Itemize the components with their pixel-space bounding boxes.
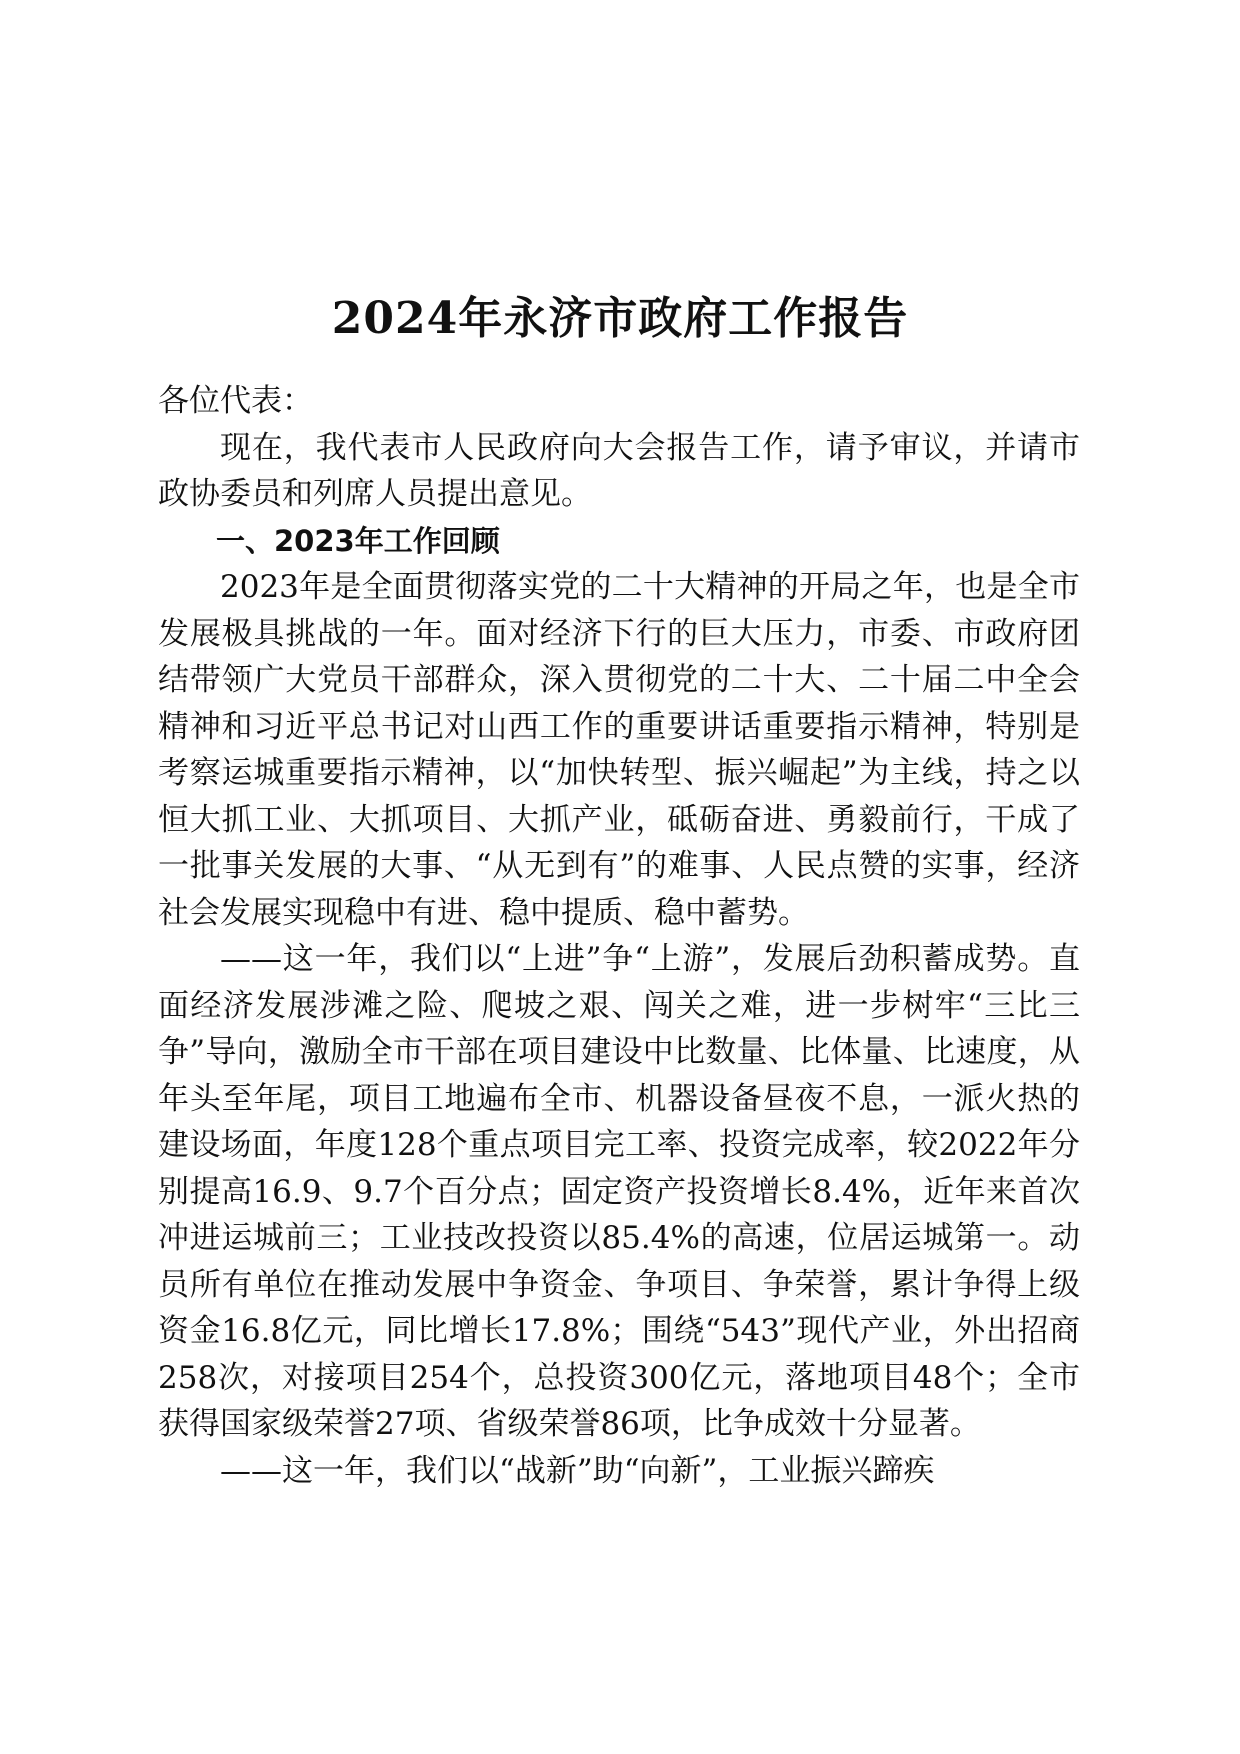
intro-paragraph: 现在，我代表市人民政府向大会报告工作，请予审议，并请市政协委员和列席人员提出意见。 <box>158 429 1080 512</box>
document-body <box>158 378 1080 1494</box>
body-paragraph: ——这一年，我们以“战新”助“向新”，工业振兴蹄疾 <box>220 1452 935 1489</box>
body-paragraph: 2023年是全面贯彻落实党的二十大精神的开局之年，也是全市发展极具挑战的一年。面对经济下行的巨大压力，市委、市政府团结带领广大党员干部群众，深入贯彻党的二十大、二十届二中全会精神和习近平总书记对山西工作的重要讲话重要指示精神，特别是考察运城重要指示精神，以“加快转型、振兴崛起”为主线，持之以恒大抓工业、大抓项目、大抓产业，砥砺奋进、勇毅前行，干成了一批事关发展的大事、“从无到有”的难事、人民点赞的实事，经济社会发展实现稳中有进、稳中提质、稳中蓄势。 <box>158 569 1080 931</box>
salutation: 各位代表： <box>158 383 313 419</box>
body-paragraph: ——这一年，我们以“上进”争“上游”，发展后劲积蓄成势。直面经济发展涉滩之险、爬坡之艰、闯关之难，进一步树牢“三比三争”导向，激励全市干部在项目建设中比数量、比体量、比速度，从年头至年尾，项目工地遍布全市、机器设备昼夜不息，一派火热的建设场面，年度128个重点项目完工率、投资完成率，较2022年分别提高16.9、9.7个百分点；固定资产投资增长8.4%，近年来首次冲进运城前三；工业技改投资以85.4%的高速，位居运城第一。动员所有单位在推动发展中争资金、争项目、争荣誉，累计争得上级资金16.8亿元，同比增长17.8%；围绕“543”现代产业，外出招商258次，对接项目254个，总投资300亿元，落地项目48个；全市获得国家级荣誉27项、省级荣誉86项，比争成效十分显著。 <box>158 941 1080 1442</box>
document-title: 2024年永济市政府工作报告 <box>331 293 909 345</box>
section-heading: 一、2023年工作回顾 <box>216 523 500 558</box>
